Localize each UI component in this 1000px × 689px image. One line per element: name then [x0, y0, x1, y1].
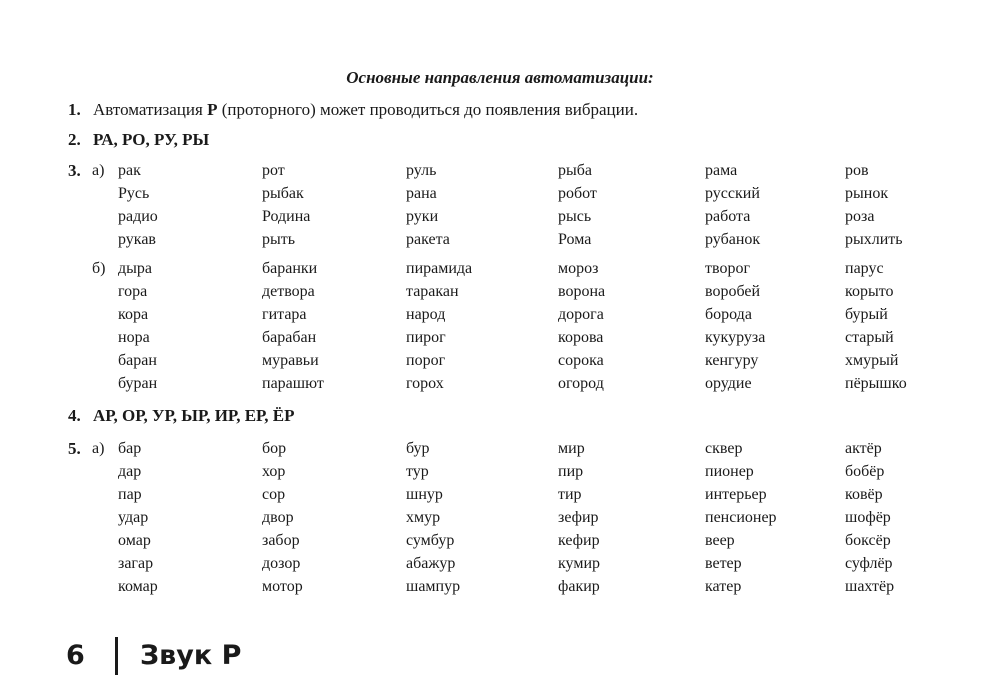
word-row [0, 440, 1000, 463]
word-cell: русский [705, 185, 760, 202]
word-cell: Рома [558, 231, 592, 248]
word-cell: бар [118, 440, 142, 457]
word-cell: баран [118, 352, 157, 369]
word-cell: мир [558, 440, 585, 457]
word-row [0, 260, 1000, 283]
word-cell: абажур [406, 555, 456, 572]
word-cell: бурый [845, 306, 888, 323]
word-cell: рак [118, 162, 141, 179]
item-1-prefix: Автоматизация [93, 100, 208, 119]
word-cell: рыхлить [845, 231, 903, 248]
word-row [0, 578, 1000, 601]
word-row [0, 283, 1000, 306]
word-cell: шахтёр [845, 578, 895, 595]
word-cell: хор [262, 463, 286, 480]
word-cell: рана [406, 185, 437, 202]
word-cell: Родина [262, 208, 311, 225]
word-cell: рубанок [705, 231, 761, 248]
word-cell: зефир [558, 509, 599, 526]
word-cell: корыто [845, 283, 894, 300]
item-2 [68, 130, 209, 150]
word-cell: актёр [845, 440, 882, 457]
word-cell: ракета [406, 231, 450, 248]
word-cell: баранки [262, 260, 318, 277]
word-row [0, 208, 1000, 231]
word-cell: пенсионер [705, 509, 777, 526]
word-cell: кефир [558, 532, 600, 549]
word-cell: руки [406, 208, 439, 225]
item-3-number: 3. [68, 161, 81, 180]
word-cell: сумбур [406, 532, 455, 549]
word-cell: суфлёр [845, 555, 893, 572]
word-cell: рысь [558, 208, 592, 225]
word-cell: борода [705, 306, 752, 323]
word-cell: сорока [558, 352, 604, 369]
section-title: Звук Р [140, 640, 242, 671]
word-cell: нора [118, 329, 150, 346]
word-cell: кумир [558, 555, 601, 572]
word-cell: воробей [705, 283, 761, 300]
word-cell: веер [705, 532, 735, 549]
word-cell: рама [705, 162, 738, 179]
word-cell: рот [262, 162, 285, 179]
word-cell: сквер [705, 440, 743, 457]
item-4-text: АР, ОР, УР, ЫР, ИР, ЕР, ЁР [93, 406, 295, 425]
word-row [0, 162, 1000, 185]
item-1 [68, 100, 638, 120]
word-cell: шнур [406, 486, 443, 503]
item-3b-label: б) [92, 260, 106, 277]
word-cell: ворона [558, 283, 606, 300]
word-cell: рыбак [262, 185, 304, 202]
word-cell: комар [118, 578, 158, 595]
item-1-number: 1. [68, 100, 81, 119]
word-cell: сор [262, 486, 286, 503]
word-cell: огород [558, 375, 604, 392]
word-row [0, 375, 1000, 398]
word-cell: роза [845, 208, 875, 225]
item-3a-label: а) [92, 162, 105, 179]
item-1-bold-letter: Р [207, 100, 218, 119]
word-cell: рыба [558, 162, 592, 179]
word-cell: пионер [705, 463, 754, 480]
word-cell: пирог [406, 329, 446, 346]
word-cell: ров [845, 162, 869, 179]
word-row [0, 231, 1000, 254]
word-cell: творог [705, 260, 750, 277]
item-5a-label: а) [92, 440, 105, 457]
word-row [0, 509, 1000, 532]
word-cell: пирамида [406, 260, 473, 277]
word-cell: старый [845, 329, 894, 346]
word-cell: дорога [558, 306, 604, 323]
word-cell: шампур [406, 578, 461, 595]
word-cell: интерьер [705, 486, 767, 503]
word-cell: катер [705, 578, 742, 595]
word-cell: муравьи [262, 352, 319, 369]
word-cell: хмурый [845, 352, 899, 369]
word-cell: таракан [406, 283, 459, 300]
word-cell: рыть [262, 231, 296, 248]
word-cell: двор [262, 509, 294, 526]
word-cell: мороз [558, 260, 599, 277]
item-5-number: 5. [68, 439, 81, 458]
word-cell: барабан [262, 329, 317, 346]
item-4-number: 4. [68, 406, 81, 425]
word-cell: рынок [845, 185, 889, 202]
word-cell: ковёр [845, 486, 883, 503]
word-cell: омар [118, 532, 151, 549]
word-cell: парус [845, 260, 884, 277]
word-cell: хмур [406, 509, 441, 526]
word-cell: гора [118, 283, 148, 300]
word-cell: загар [118, 555, 154, 572]
item-2-number: 2. [68, 130, 81, 149]
word-cell: кенгуру [705, 352, 759, 369]
page-title: Основные направления автоматизации: [346, 68, 654, 87]
word-cell: дыра [118, 260, 152, 277]
word-cell: орудие [705, 375, 752, 392]
word-cell: горох [406, 375, 444, 392]
item-1-rest: (проторного) может проводиться до появления вибрации. [217, 100, 639, 119]
item-4 [68, 406, 295, 426]
word-cell: пир [558, 463, 584, 480]
word-cell: пёрышко [845, 375, 907, 392]
word-cell: народ [406, 306, 446, 323]
word-cell: бур [406, 440, 430, 457]
word-cell: тур [406, 463, 429, 480]
item-2-text: РА, РО, РУ, РЫ [93, 130, 210, 149]
word-row [0, 306, 1000, 329]
word-row [0, 486, 1000, 509]
word-cell: руль [406, 162, 437, 179]
word-row [0, 185, 1000, 208]
word-cell: парашют [262, 375, 324, 392]
word-cell: пар [118, 486, 142, 503]
page-number: 6 [66, 640, 85, 671]
word-cell: Русь [118, 185, 150, 202]
word-cell: тир [558, 486, 582, 503]
word-cell: кора [118, 306, 149, 323]
word-cell: робот [558, 185, 597, 202]
word-cell: шофёр [845, 509, 891, 526]
word-cell: порог [406, 352, 446, 369]
footer-divider [115, 637, 118, 675]
word-row [0, 532, 1000, 555]
word-cell: радио [118, 208, 158, 225]
word-cell: дозор [262, 555, 301, 572]
word-row [0, 352, 1000, 375]
word-cell: ветер [705, 555, 742, 572]
word-cell: гитара [262, 306, 307, 323]
word-cell: мотор [262, 578, 303, 595]
word-cell: бор [262, 440, 287, 457]
word-cell: детвора [262, 283, 315, 300]
word-cell: факир [558, 578, 600, 595]
word-cell: удар [118, 509, 149, 526]
word-row [0, 463, 1000, 486]
word-row [0, 555, 1000, 578]
word-cell: работа [705, 208, 751, 225]
word-cell: кукуруза [705, 329, 766, 346]
word-cell: боксёр [845, 532, 891, 549]
word-cell: рукав [118, 231, 156, 248]
word-cell: буран [118, 375, 158, 392]
word-row [0, 329, 1000, 352]
word-cell: дар [118, 463, 142, 480]
word-cell: забор [262, 532, 300, 549]
word-cell: корова [558, 329, 604, 346]
word-cell: бобёр [845, 463, 885, 480]
